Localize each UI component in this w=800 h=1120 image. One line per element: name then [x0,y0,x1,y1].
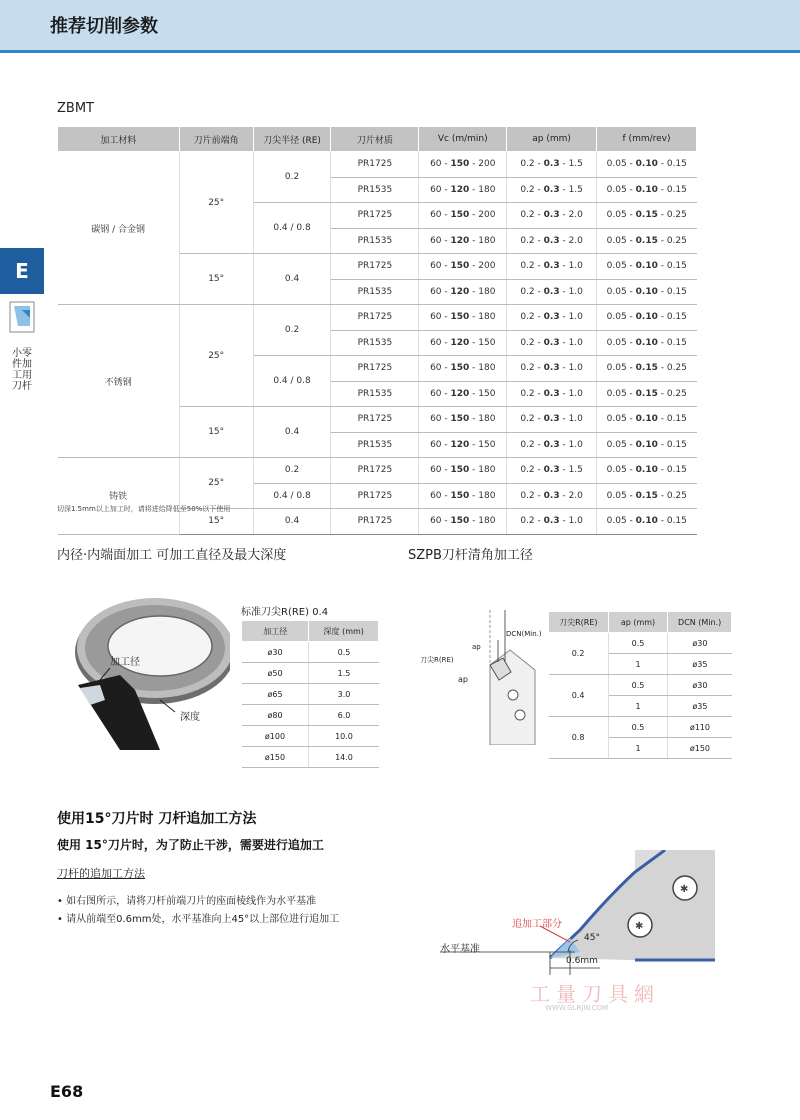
re-cell: 0.4 [549,675,609,717]
vc-cell: 60 - 150 - 200 [419,203,507,229]
table-row [242,705,379,726]
f-cell: 0.05 - 0.10 - 0.15 [597,254,697,280]
radius-cell: 0.4 / 0.8 [253,203,331,254]
table-header-row [242,621,379,642]
ap-cell: 0.2 - 0.3 - 1.0 [507,330,597,356]
diameter-cell: ø80 [242,705,309,726]
grade-cell: PR1725 [331,305,419,331]
depth-cell: 6.0 [309,705,379,726]
radius-cell: 0.2 [253,305,331,356]
bore-ring-illustration [60,590,230,750]
grade-cell: PR1535 [331,330,419,356]
ap-cell: 0.2 - 0.3 - 1.0 [507,432,597,458]
diameter-cell: ø30 [242,642,309,663]
grade-cell: PR1725 [331,356,419,382]
zbmt-table [57,126,697,535]
section-side-text: 小零件加工用刀杆 [12,348,32,392]
vc-cell: 60 - 120 - 150 [419,432,507,458]
header-underline [0,50,800,53]
header-cell: 深度 (mm) [309,621,379,642]
f-cell: 0.05 - 0.15 - 0.25 [597,356,697,382]
zbmt-note: 切深1.5mm以上加工时，请将进给降低至50%以下使用 [57,505,231,513]
page-number: E68 [50,1082,84,1101]
angle-cell: 15° [179,407,253,458]
angle-cell: 15° [179,254,253,305]
ap-cell: 0.2 - 0.3 - 2.0 [507,483,597,509]
vc-cell: 60 - 120 - 150 [419,381,507,407]
depth-cell: 0.5 [309,642,379,663]
page-title: 推荐切削参数 [50,16,158,37]
depth-cell: 3.0 [309,684,379,705]
f-cell: 0.05 - 0.10 - 0.15 [597,279,697,305]
fig-label-part: 追加工部分 [512,919,562,930]
vc-cell: 60 - 150 - 200 [419,254,507,280]
svg-text:✱: ✱ [635,921,644,932]
header-cell: ap (mm) [507,127,597,152]
bore-table [241,620,379,768]
table-row [58,152,697,178]
ap-cell: 0.5 [608,717,668,738]
table-row [58,458,697,484]
szpb-label-ap: ap [458,675,468,684]
szpb-label-dcn: DCN(Min.) [506,630,542,638]
header-cell: DCN (Min.) [668,612,732,633]
ap-cell: 0.5 [608,675,668,696]
f-cell: 0.05 - 0.10 - 0.15 [597,509,697,535]
table-row [242,684,379,705]
material-cell: 碳钢 / 合金钢 [58,152,180,305]
bore-title: 内径·内端面加工 可加工直径及最大深度 [57,548,287,563]
grade-cell: PR1725 [331,458,419,484]
f-cell: 0.05 - 0.10 - 0.15 [597,330,697,356]
table-header-row [58,127,697,152]
ap-cell: 1 [608,696,668,717]
re-cell: 0.8 [549,717,609,759]
vc-cell: 60 - 150 - 180 [419,483,507,509]
diameter-cell: ø50 [242,663,309,684]
ap-cell: 0.2 - 0.3 - 1.0 [507,279,597,305]
f-cell: 0.05 - 0.15 - 0.25 [597,203,697,229]
header-cell: 刀片前端角 [179,127,253,152]
header-cell: 刀尖R(RE) [549,612,609,633]
table-row [549,717,732,738]
radius-cell: 0.4 [253,407,331,458]
radius-cell: 0.4 / 0.8 [253,483,331,509]
f-cell: 0.05 - 0.10 - 0.15 [597,152,697,178]
radius-cell: 0.2 [253,458,331,484]
ap-cell: 0.2 - 0.3 - 1.0 [507,356,597,382]
dcn-cell: ø30 [668,633,732,654]
header-cell: 刀片材质 [331,127,419,152]
table-row [58,305,697,331]
ap-cell: 0.2 - 0.3 - 2.0 [507,203,597,229]
bore-label-depth: 深度 [180,712,200,723]
angle-cell: 25° [179,305,253,407]
fig-angle: 45° [584,933,600,943]
fig-label-base: 水平基准 [440,944,480,955]
ap-cell: 1 [608,654,668,675]
table-row [242,726,379,747]
grade-cell: PR1535 [331,177,419,203]
vc-cell: 60 - 150 - 180 [419,458,507,484]
ap-cell: 0.2 - 0.3 - 1.0 [507,381,597,407]
ap-cell: 0.2 - 0.3 - 1.5 [507,177,597,203]
zbmt-label: ZBMT [57,101,94,116]
diameter-cell: ø65 [242,684,309,705]
angle-cell: 25° [179,458,253,509]
header-cell: Vc (m/min) [419,127,507,152]
grade-cell: PR1535 [331,432,419,458]
radius-cell: 0.4 / 0.8 [253,356,331,407]
f-cell: 0.05 - 0.15 - 0.25 [597,381,697,407]
header-cell: ap (mm) [608,612,668,633]
extra-subtitle: 使用 15°刀片时，为了防止干涉，需要进行追加工 [57,838,324,852]
dcn-cell: ø35 [668,696,732,717]
dcn-cell: ø110 [668,717,732,738]
ap-cell: 0.2 - 0.3 - 1.0 [507,254,597,280]
szpb-table [548,611,732,759]
vc-cell: 60 - 120 - 180 [419,228,507,254]
f-cell: 0.05 - 0.10 - 0.15 [597,432,697,458]
vc-cell: 60 - 150 - 180 [419,407,507,433]
grade-cell: PR1725 [331,509,419,535]
diameter-cell: ø150 [242,747,309,768]
table-header-row [549,612,732,633]
szpb-title: SZPB刀杆清角加工径 [408,548,533,563]
vc-cell: 60 - 150 - 200 [419,152,507,178]
watermark-url: WWW.GLRJW.COM [545,1004,609,1012]
section-tab: E [0,248,44,294]
header-cell: 加工径 [242,621,309,642]
szpb-label-ap-vertical: ap [472,643,481,651]
vc-cell: 60 - 120 - 150 [419,330,507,356]
ap-cell: 0.2 - 0.3 - 1.0 [507,509,597,535]
radius-cell: 0.4 [253,254,331,305]
dcn-cell: ø30 [668,675,732,696]
header-cell: f (mm/rev) [597,127,697,152]
grade-cell: PR1725 [331,483,419,509]
fig-dim: 0.6mm [566,956,598,966]
re-cell: 0.2 [549,633,609,675]
szpb-label-re: 刀尖R(RE) [420,656,454,664]
extra-bullet: • 如右图所示，请将刀杆前端刀片的座面棱线作为水平基准 [57,896,317,907]
table-row [242,663,379,684]
extra-method-label: 刀杆的追加工方法 [57,867,145,880]
extra-bullet: • 请从前端至0.6mm处，水平基准向上45°以上部位进行追加工 [57,914,340,925]
grade-cell: PR1725 [331,407,419,433]
grade-cell: PR1535 [331,381,419,407]
ap-cell: 0.2 - 0.3 - 1.0 [507,407,597,433]
holder-icon [8,300,36,340]
radius-cell: 0.4 [253,509,331,535]
grade-cell: PR1725 [331,254,419,280]
dcn-cell: ø150 [668,738,732,759]
vc-cell: 60 - 120 - 180 [419,279,507,305]
f-cell: 0.05 - 0.15 - 0.25 [597,483,697,509]
ap-cell: 0.2 - 0.3 - 1.5 [507,152,597,178]
angle-cell: 25° [179,152,253,254]
grade-cell: PR1725 [331,152,419,178]
ap-cell: 0.2 - 0.3 - 1.5 [507,458,597,484]
angle-cell: 15° [179,509,253,535]
header-cell: 加工材料 [58,127,180,152]
material-cell: 铸铁 [58,458,180,535]
grade-cell: PR1535 [331,228,419,254]
ap-cell: 1 [608,738,668,759]
header-cell: 刀尖半径 (RE) [253,127,331,152]
dcn-cell: ø35 [668,654,732,675]
f-cell: 0.05 - 0.10 - 0.15 [597,177,697,203]
diameter-cell: ø100 [242,726,309,747]
vc-cell: 60 - 120 - 180 [419,177,507,203]
ap-cell: 0.5 [608,633,668,654]
table-row [549,675,732,696]
table-row [242,642,379,663]
table-row [242,747,379,768]
f-cell: 0.05 - 0.15 - 0.25 [597,228,697,254]
vc-cell: 60 - 150 - 180 [419,509,507,535]
vc-cell: 60 - 150 - 180 [419,356,507,382]
depth-cell: 10.0 [309,726,379,747]
extra-title: 使用15°刀片时 刀杆追加工方法 [57,811,257,827]
f-cell: 0.05 - 0.10 - 0.15 [597,407,697,433]
svg-text:✱: ✱ [680,884,689,895]
grade-cell: PR1725 [331,203,419,229]
grade-cell: PR1535 [331,279,419,305]
material-cell: 不锈钢 [58,305,180,458]
bore-label-diameter: 加工径 [110,657,140,668]
ap-cell: 0.2 - 0.3 - 2.0 [507,228,597,254]
f-cell: 0.05 - 0.10 - 0.15 [597,305,697,331]
watermark-text: 工量刀具網 [530,982,660,1006]
depth-cell: 1.5 [309,663,379,684]
table-row [549,633,732,654]
f-cell: 0.05 - 0.10 - 0.15 [597,458,697,484]
ap-cell: 0.2 - 0.3 - 1.0 [507,305,597,331]
depth-cell: 14.0 [309,747,379,768]
radius-cell: 0.2 [253,152,331,203]
vc-cell: 60 - 150 - 180 [419,305,507,331]
bore-std-label: 标准刀尖R(RE) 0.4 [241,607,329,618]
